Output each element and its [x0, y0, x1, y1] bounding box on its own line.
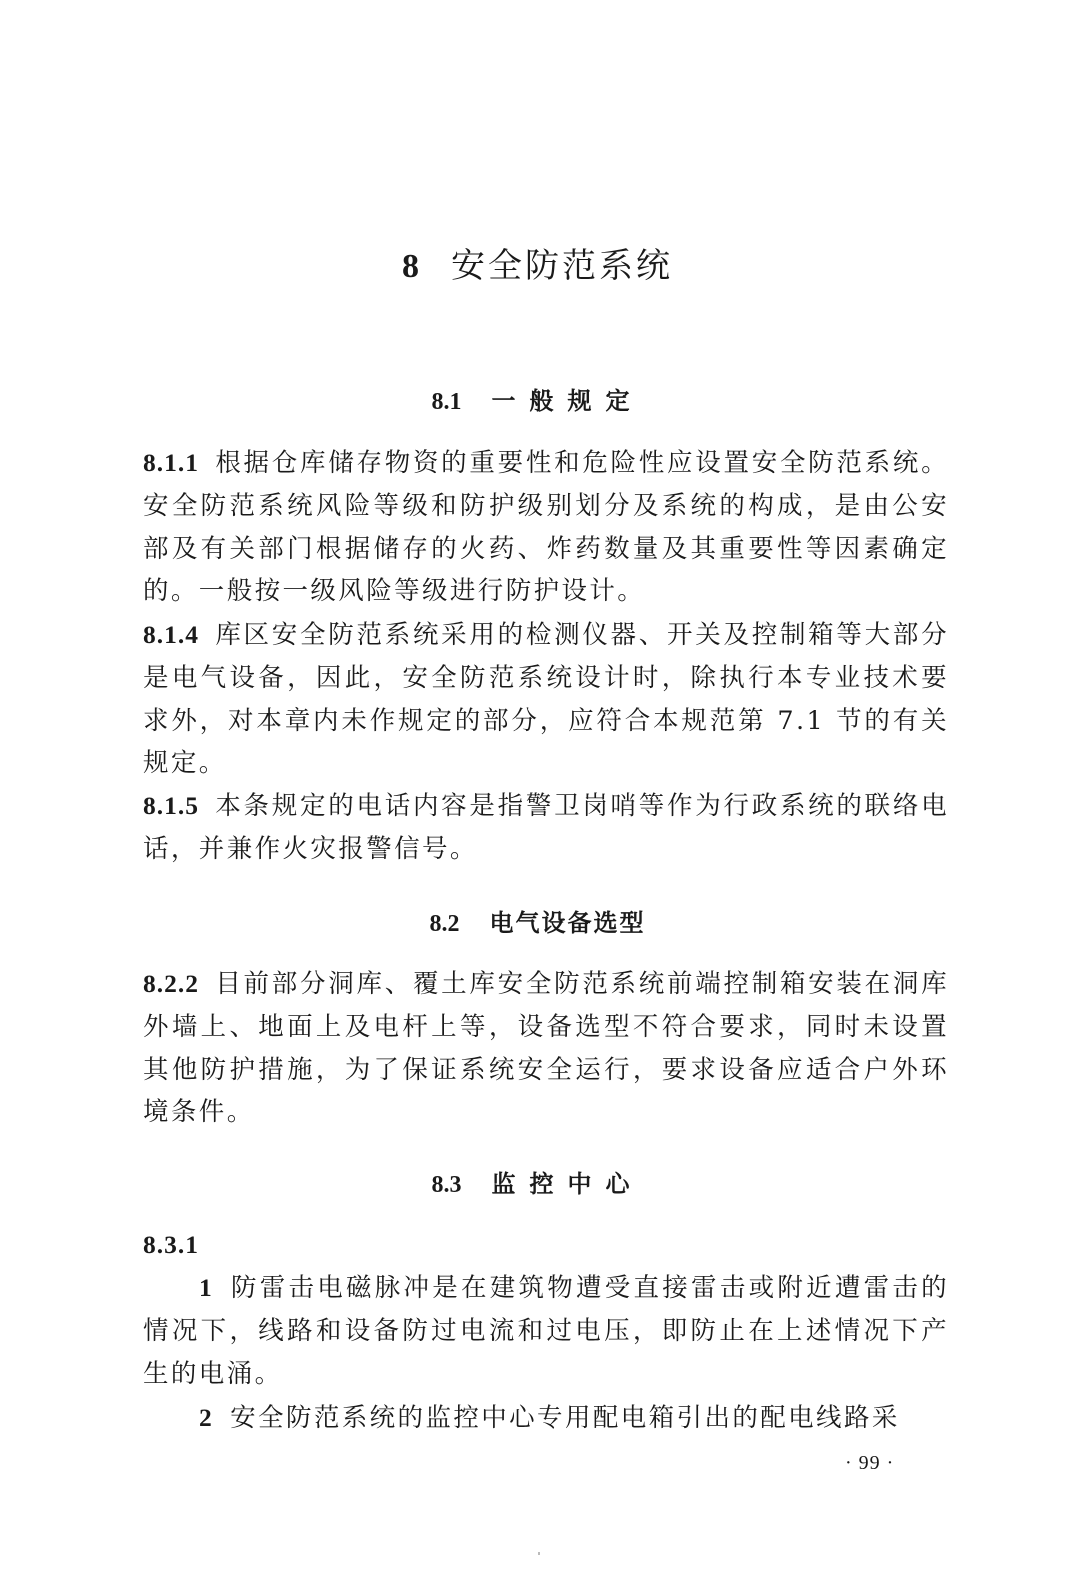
clause-number: 8.1.5	[143, 791, 199, 820]
item-number: 1	[199, 1273, 215, 1302]
clause-item-1	[143, 1267, 949, 1395]
clause-text: 本条规定的电话内容是指警卫岗哨等作为行政系统的联络电话，并兼作火灾报警信号。	[143, 791, 949, 864]
clause-8-1-5	[143, 785, 949, 871]
chapter-number: 8	[402, 248, 419, 285]
item-text: 安全防范系统的监控中心专用配电箱引出的配电线路采	[230, 1403, 900, 1433]
section-number: 8.2	[429, 911, 460, 937]
clause-8-2-2	[143, 963, 949, 1134]
chapter-title-text: 安全防范系统	[451, 246, 673, 286]
clause-8-3-1	[143, 1224, 949, 1267]
clause-text: 根据仓库储存物资的重要性和危险性应设置安全防范系统。安全防范系统风险等级和防护级别划分及系统的构成，是由公安部及有关部门根据储存的火药、炸药数量及其重要性等因素确定的。一般按一级风险等级进行防护设计。	[143, 448, 949, 607]
clause-number: 8.1.1	[143, 448, 199, 477]
section-title: 监控中心	[491, 1170, 644, 1198]
clause-number: 8.2.2	[143, 969, 199, 998]
clause-number: 8.3.1	[143, 1230, 199, 1259]
page-number: · 99 ·	[845, 1452, 895, 1474]
clause-8-1-1	[143, 442, 949, 613]
clause-item-2	[143, 1397, 949, 1440]
clause-number: 8.1.4	[143, 620, 199, 649]
section-number: 8.3	[431, 1172, 462, 1198]
clause-8-1-4	[143, 614, 949, 785]
clause-text: 库区安全防范系统采用的检测仪器、开关及控制箱等大部分是电气设备，因此，安全防范系统设计时，除执行本专业技术要求外，对本章内未作规定的部分，应符合本规范第 7.1 节的有关规定。	[143, 620, 949, 779]
item-number: 2	[199, 1403, 215, 1432]
section-title: 电气设备选型	[489, 909, 646, 937]
section-heading-8-3	[0, 1164, 1075, 1199]
clause-text: 目前部分洞库、覆土库安全防范系统前端控制箱安装在洞库外墙上、地面上及电杆上等，设备选型不符合要求，同时未设置其他防护措施，为了保证系统安全运行，要求设备应适合户外环境条件。	[143, 969, 949, 1128]
section-heading-8-1	[0, 381, 1075, 416]
item-text: 防雷击电磁脉冲是在建筑物遭受直接雷击或附近遭雷击的情况下，线路和设备防过电流和过电压，即防止在上述情况下产生的电涌。	[143, 1273, 949, 1389]
chapter-title	[0, 238, 1075, 287]
section-title: 一般规定	[491, 387, 644, 415]
section-number: 8.1	[431, 389, 462, 415]
scan-speck	[538, 1552, 540, 1555]
section-heading-8-2	[0, 903, 1075, 938]
